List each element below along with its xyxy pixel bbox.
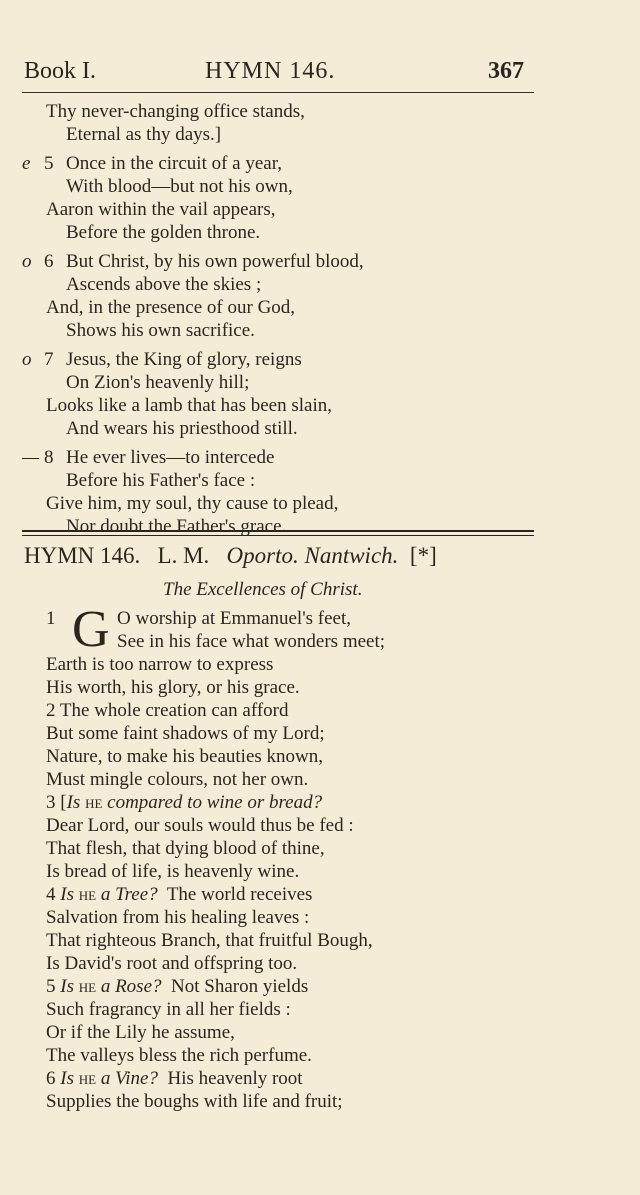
verse-line: Nature, to make his beauties known, [46,746,324,767]
verse-text: Eternal as thy days.] [66,124,222,145]
verse-text: On Zion's heavenly hill; [66,372,250,393]
verse-line: His worth, his glory, or his grace. [46,677,300,698]
verse-line: The valleys bless the rich perfume. [46,1045,312,1066]
verse-text: Before the golden throne. [66,222,261,243]
voice-mark: — [22,447,39,468]
verse-line: 4 Is he a Tree? The world receives [46,884,313,905]
verse-text: And, in the presence of our God, [46,297,296,318]
verse-text: With blood—but not his own, [66,176,293,197]
verse-number: 7 [44,349,54,370]
header-rule [22,92,534,93]
hymn-heading [24,543,437,569]
verse-number: 5 [44,153,54,174]
verse-line: Or if the Lily he assume, [46,1022,235,1043]
verse-text: Once in the circuit of a year, [66,153,283,174]
section-rule-thin [22,535,534,536]
verse-line: 6 Is he a Vine? His heavenly root [46,1068,303,1089]
hymn-tunes: Oporto. Nantwich. [226,543,399,568]
verse-line: Must mingle colours, not her own. [46,769,309,790]
verse-text: Shows his own sacrifice. [66,320,255,341]
verse-line: 2 The whole creation can afford [46,700,289,721]
section-rule-thick [22,530,534,532]
page-number: 367 [488,58,524,84]
running-head-title: HYMN 146. [205,58,336,84]
verse-line: Is bread of life, is heavenly wine. [46,861,300,882]
verse-line: 5 Is he a Rose? Not Sharon yields [46,976,309,997]
verse-text: Thy never-changing office stands, [46,101,305,122]
verse-line: 3 [Is he compared to wine or bread? [46,792,323,813]
verse-line: See in his face what wonders meet; [117,631,386,652]
verse-line: That flesh, that dying blood of thine, [46,838,325,859]
voice-mark: o [22,349,32,370]
verse-text: And wears his priesthood still. [66,418,298,439]
verse-text: Looks like a lamb that has been slain, [46,395,332,416]
verse-line: That righteous Branch, that fruitful Bough, [46,930,373,951]
verse-text: Ascends above the skies ; [66,274,262,295]
verse-text: Aaron within the vail appears, [46,199,276,220]
verse-line: Dear Lord, our souls would thus be fed : [46,815,354,836]
verse-number: 6 [44,251,54,272]
voice-mark: e [22,153,31,174]
verse-number: 1 [46,608,56,629]
hymn-meter: L. M. [157,543,210,568]
hymn-flag: [*] [409,543,437,568]
verse-text: Jesus, the King of glory, reigns [66,349,302,370]
hymn-number: HYMN 146. [24,543,141,568]
verse-line: Salvation from his healing leaves : [46,907,310,928]
verse-line: Supplies the boughs with life and fruit; [46,1091,343,1112]
verse-line: Earth is too narrow to express [46,654,274,675]
verse-number: 8 [44,447,54,468]
drop-cap: G [72,601,110,658]
verse-line: But some faint shadows of my Lord; [46,723,325,744]
verse-line: O worship at Emmanuel's feet, [117,608,352,629]
voice-mark: o [22,251,32,272]
verse-text: Before his Father's face : [66,470,256,491]
verse-text: Give him, my soul, thy cause to plead, [46,493,339,514]
verse-text: Nor doubt the Father's grace. [66,516,287,537]
verse-line: Such fragrancy in all her fields : [46,999,291,1020]
verse-line: Is David's root and offspring too. [46,953,298,974]
running-head-book: Book I. [24,58,96,84]
verse-text: He ever lives—to intercede [66,447,275,468]
hymn-subtitle: The Excellences of Christ. [163,579,363,600]
verse-text: But Christ, by his own powerful blood, [66,251,364,272]
